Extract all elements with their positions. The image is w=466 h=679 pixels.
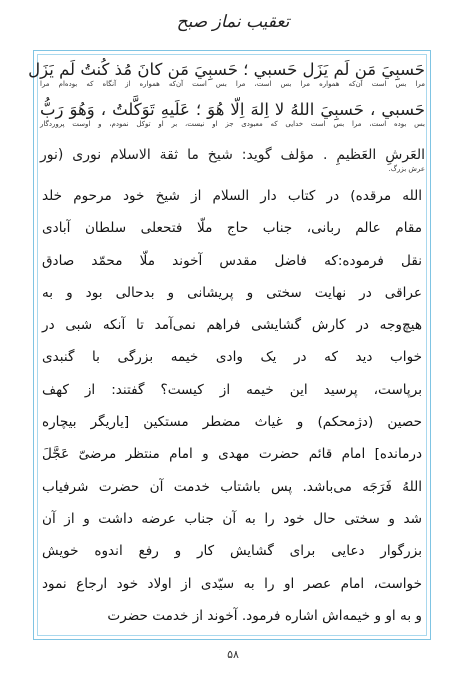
verse-mixed-3: العَرشِ العَظيمِ . مؤلف گويد: شيخ ما ثقة الاسلام نوری (نور — [40, 147, 425, 163]
body-line: خواب ديد كه در يک وادی خيمه بزرگی با گنبدی — [42, 349, 422, 366]
body-line: خواست، امام عصر او را به سيّدی از اولاد خود ارجاع نمود — [42, 575, 422, 592]
body-line: درمانده] امام قائم حضرت مهدی و امام منتظر مرضیّ عَجَّلَ — [42, 446, 422, 463]
verse-line-2 — [40, 100, 425, 129]
body-line: شد و سختی حال خود را به آن جناب عرضه داشت و از آن — [42, 510, 422, 527]
verse-gloss-2: بس بوده است، مرا بس است خدایی که معبودی جز او نیست، بر او توکل نمودم، و اوست پروردگار — [40, 120, 425, 128]
body-line: برپاست، پرسيد اين خيمه از كيست؟ گفتند: از كهف — [42, 381, 422, 398]
body-line: هيچ‌وجه در كارش گشايشی فراهم نمی‌آمد تا آنكه شبی در — [42, 317, 422, 334]
body-line: اللهُ فَرَجَه می‌باشد. پس باشتاب خدمت آن حضرت شرفياب — [42, 478, 422, 495]
verse-line-1 — [28, 60, 425, 89]
body-line: حصين (دژمحكم) و غياث مضطر مستكين [ياريگر بيچاره — [42, 414, 422, 431]
verse-arabic-2: حَسبي ، حَسبِيَ اللهُ لا اِلهَ اِلّا هُوَ ؛ عَلَيهِ تَوَكَّلتُ ، وَهُوَ رَبُّ — [40, 100, 425, 119]
verse-line-3 — [40, 145, 425, 174]
body-line: مقام عالم ربانی، جناب حاج ملّا فتحعلی سلطان آبادی — [42, 220, 422, 237]
body-line: الله مرقده) در كتاب دار السلام از شيخ خود مرحوم خلد — [42, 188, 422, 204]
verse-arabic-1: حَسبِيَ مَن لَم يَزَل حَسبي ؛ حَسبِيَ مَن كانَ مُذ كُنتُ لَم يَزَل — [28, 60, 425, 79]
page-number: ۵۸ — [227, 648, 239, 661]
body-paragraph — [42, 180, 422, 632]
body-line: عراقی در نهايت سختی و پريشانی و بدحالی بود و به — [42, 284, 422, 301]
verse-gloss-3: عرش بزرگ. — [388, 165, 425, 173]
page-title: تعقیب نماز صبح — [176, 12, 290, 32]
body-line: بزرگوار دعايی برای گشايش كار و رفع اندوه خويش — [42, 543, 422, 560]
body-line: نقل فرموده:که فاضل مقدس آخوند ملّا محمّد صادق — [42, 252, 422, 269]
verse-gloss-1: مرا بس است آن‌که همواره مرا بس است، مرا بس است آن‌که همواره از آنگاه که بوده‌ام مرا — [40, 80, 425, 88]
body-line: و به او و خيمه‌اش اشاره فرمود. آخوند از خدمت حضرت — [107, 607, 422, 624]
